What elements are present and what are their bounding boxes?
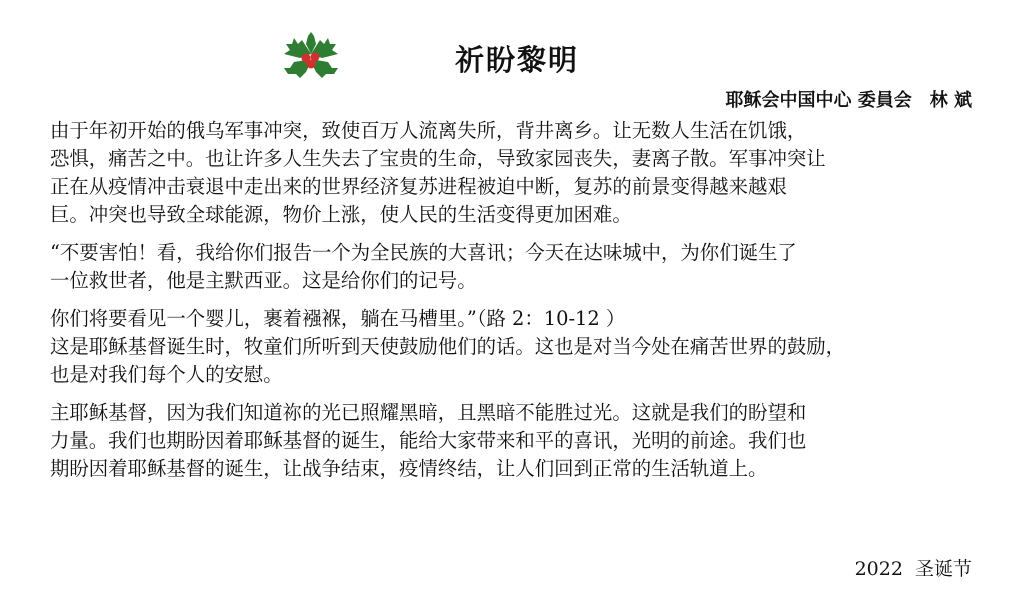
text-line: 一位救世者，他是主默西亚。这是给你们的记号。 [50, 269, 477, 292]
text-line: 由于年初开始的俄乌军事冲突，致使百万人流离失所，背井离乡。让无数人生活在饥饿， [50, 119, 807, 142]
author-line: 耶稣会中国中心 委員会 林 斌 [725, 90, 972, 111]
date-signature: 2022 圣诞节 [854, 558, 972, 580]
page-title: 祈盼黎明 [454, 43, 579, 77]
text-line: 你们将要看见一个婴儿，裹着襁褓，躺在马槽里。”（路 2：10-12 ） [50, 307, 626, 330]
article-body [50, 117, 980, 493]
text-line: 也是对我们每个人的安慰。 [50, 363, 283, 386]
text-line: 期盼因着耶稣基督的诞生，让战争结束，疫情终结，让人们回到正常的生活轨道上。 [50, 457, 768, 480]
text-line: 这是耶稣基督诞生时，牧童们所听到天使鼓励他们的话。这也是对当今处在痛苦世界的鼓励， [50, 335, 846, 358]
text-line: 巨。冲突也导致全球能源，物价上涨，使人民的生活变得更加困难。 [50, 203, 632, 226]
paragraph [50, 305, 980, 333]
text-line: 正在从疫情冲击衰退中走出来的世界经济复苏进程被迫中断，复苏的前景变得越来越艰 [50, 175, 787, 198]
text-line: 恐惧，痛苦之中。也让许多人生失去了宝贵的生命，导致家园丧失，妻离子散。军事冲突让 [50, 147, 826, 170]
paragraph [50, 239, 980, 295]
paragraph [50, 399, 980, 483]
text-line: “不要害怕！看，我给你们报告一个为全民族的大喜讯；今天在达味城中，为你们诞生了 [50, 241, 797, 264]
text-line: 主耶稣基督，因为我们知道祢的光已照耀黑暗，且黑暗不能胜过光。这就是我们的盼望和 [50, 401, 807, 424]
text-line: 力量。我们也期盼因着耶稣基督的诞生，能给大家带来和平的喜讯，光明的前途。我们也 [50, 429, 807, 452]
paragraph [50, 117, 980, 229]
paragraph [50, 333, 980, 389]
